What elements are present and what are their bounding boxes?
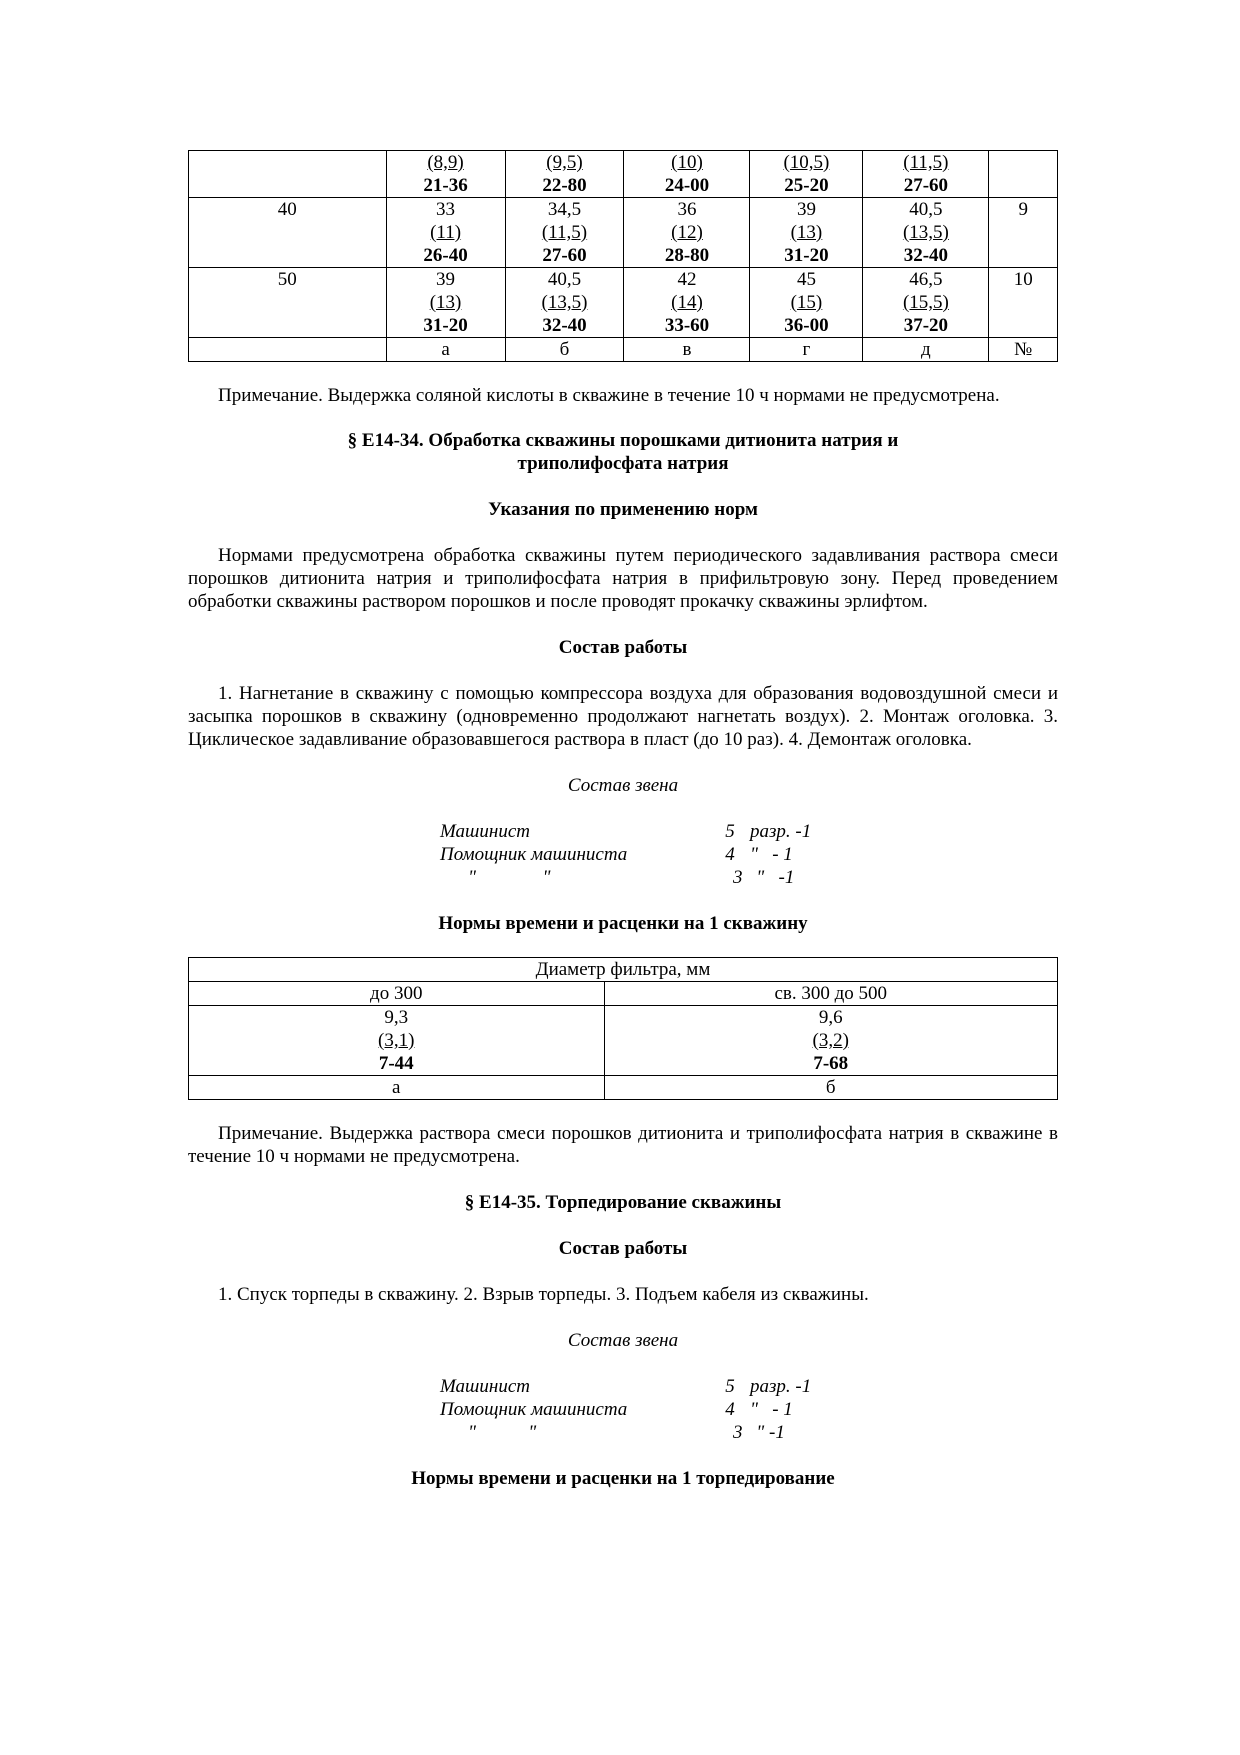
table-cell: 45 (15) 36-00 — [750, 268, 863, 338]
table-cell: (8,9) 21-36 — [386, 151, 505, 198]
table-footer-row — [189, 1076, 1058, 1100]
footer-cell: г — [750, 338, 863, 362]
table-cell: 9,6 (3,2) 7-68 — [604, 1006, 1057, 1076]
crew-row — [440, 1421, 840, 1444]
crew-grade: 3 — [732, 1422, 743, 1443]
crew-unit: разр. -1 — [750, 1376, 812, 1397]
row-number — [989, 151, 1058, 198]
crew-heading-34: Состав звена — [567, 775, 679, 796]
filter-diameter-table — [188, 957, 1058, 1100]
crew-unit: " - 1 — [750, 1399, 793, 1420]
footer-cell: в — [624, 338, 750, 362]
table-cell: 34,5 (11,5) 27-60 — [505, 198, 624, 268]
table-row — [189, 198, 1058, 268]
note-1: Примечание. Выдержка соляной кислоты в скважине в течение 10 ч нормами не предусмотрена. — [218, 385, 1000, 406]
crew-row — [440, 1398, 840, 1421]
footer-cell: б — [505, 338, 624, 362]
table-cell: (10,5) 25-20 — [750, 151, 863, 198]
footer-cell: б — [604, 1076, 1057, 1100]
footer-cell: а — [386, 338, 505, 362]
instructions-text: Нормами предусмотрена обработка скважины путем периодического задавливания раствора смеси порошков дитионита натрия и триполифосфата натрия в прифильтровую зону. Перед проведением обработки скважины раствором порошков и после проводят прокачку скважины эрлифтом. — [188, 545, 1058, 612]
crew-role: " " — [468, 1422, 537, 1443]
crew-role: " " — [468, 867, 551, 888]
table-cell: 39 (13) 31-20 — [750, 198, 863, 268]
crew-unit: " -1 — [756, 867, 795, 888]
crew-unit: " - 1 — [750, 844, 793, 865]
table-cell: (10) 24-00 — [624, 151, 750, 198]
instructions-heading: Указания по применению норм — [488, 499, 758, 520]
norms-heading-34: Нормы времени и расценки на 1 скважину — [438, 913, 808, 934]
crew-role: Помощник машиниста — [440, 844, 628, 865]
document-page — [188, 150, 1058, 1490]
table-row — [189, 151, 1058, 198]
crew-grade: 5 — [725, 821, 735, 842]
crew-row — [440, 866, 840, 889]
row-number: 10 — [989, 268, 1058, 338]
crew-grade: 3 — [732, 867, 743, 888]
section-34-title-line2: триполифосфата натрия — [517, 453, 729, 474]
crew-list-34 — [440, 820, 840, 889]
table-cell: 39 (13) 31-20 — [386, 268, 505, 338]
norms-heading-35: Нормы времени и расценки на 1 торпедирование — [411, 1468, 835, 1489]
table-cell: (9,5) 22-80 — [505, 151, 624, 198]
norms-table-continuation — [188, 150, 1058, 362]
column-header: св. 300 до 500 — [604, 982, 1057, 1006]
column-header: до 300 — [189, 982, 605, 1006]
footer-cell: д — [863, 338, 989, 362]
work-heading-35: Состав работы — [558, 1238, 688, 1259]
table-cell: 33 (11) 26-40 — [386, 198, 505, 268]
crew-row — [440, 843, 840, 866]
work-text-35: 1. Спуск торпеды в скважину. 2. Взрыв торпеды. 3. Подъем кабеля из скважины. — [218, 1284, 869, 1305]
crew-unit: разр. -1 — [750, 821, 812, 842]
crew-grade: 5 — [725, 1376, 735, 1397]
table-row — [189, 1006, 1058, 1076]
crew-row — [440, 820, 840, 843]
table-row — [189, 268, 1058, 338]
note-2: Примечание. Выдержка раствора смеси порошков дитионита и триполифосфата натрия в скважине в течение 10 ч нормами не предусмотрена. — [188, 1123, 1058, 1167]
table-cell: 9,3 (3,1) 7-44 — [189, 1006, 605, 1076]
table-cell: 42 (14) 33-60 — [624, 268, 750, 338]
table-header-row — [189, 958, 1058, 982]
table-cell: 46,5 (15,5) 37-20 — [863, 268, 989, 338]
table-cell: 36 (12) 28-80 — [624, 198, 750, 268]
table-header-row — [189, 982, 1058, 1006]
crew-role: Машинист — [440, 821, 530, 842]
row-label: 40 — [189, 198, 387, 268]
section-35-title: § Е14-35. Торпедирование скважины — [464, 1192, 782, 1213]
row-label — [189, 151, 387, 198]
work-heading-34: Состав работы — [558, 637, 688, 658]
crew-unit: " -1 — [756, 1422, 785, 1443]
crew-grade: 4 — [725, 844, 735, 865]
crew-list-35 — [440, 1375, 840, 1444]
footer-cell: № — [989, 338, 1058, 362]
section-34-title-line1: § Е14-34. Обработка скважины порошками дитионита натрия и — [347, 430, 899, 451]
crew-role: Помощник машиниста — [440, 1399, 628, 1420]
table-cell: 40,5 (13,5) 32-40 — [505, 268, 624, 338]
table-header: Диаметр фильтра, мм — [189, 958, 1058, 982]
crew-heading-35: Состав звена — [567, 1330, 679, 1351]
row-label: 50 — [189, 268, 387, 338]
footer-empty — [189, 338, 387, 362]
footer-cell: а — [189, 1076, 605, 1100]
table-cell: (11,5) 27-60 — [863, 151, 989, 198]
table-footer-row — [189, 338, 1058, 362]
crew-role: Машинист — [440, 1376, 530, 1397]
section-34-title — [188, 429, 1058, 475]
row-number: 9 — [989, 198, 1058, 268]
crew-row — [440, 1375, 840, 1398]
crew-grade: 4 — [725, 1399, 735, 1420]
work-text-34: 1. Нагнетание в скважину с помощью компрессора воздуха для образования водовоздушной смеси и засыпка порошков в скважину (одновременно продолжают нагнетать воздух). 2. Монтаж оголовка. 3. Циклическое задавливание образовавшегося раствора в пласт (до 10 раз). 4. Демонтаж оголовка. — [188, 683, 1058, 750]
table-cell: 40,5 (13,5) 32-40 — [863, 198, 989, 268]
